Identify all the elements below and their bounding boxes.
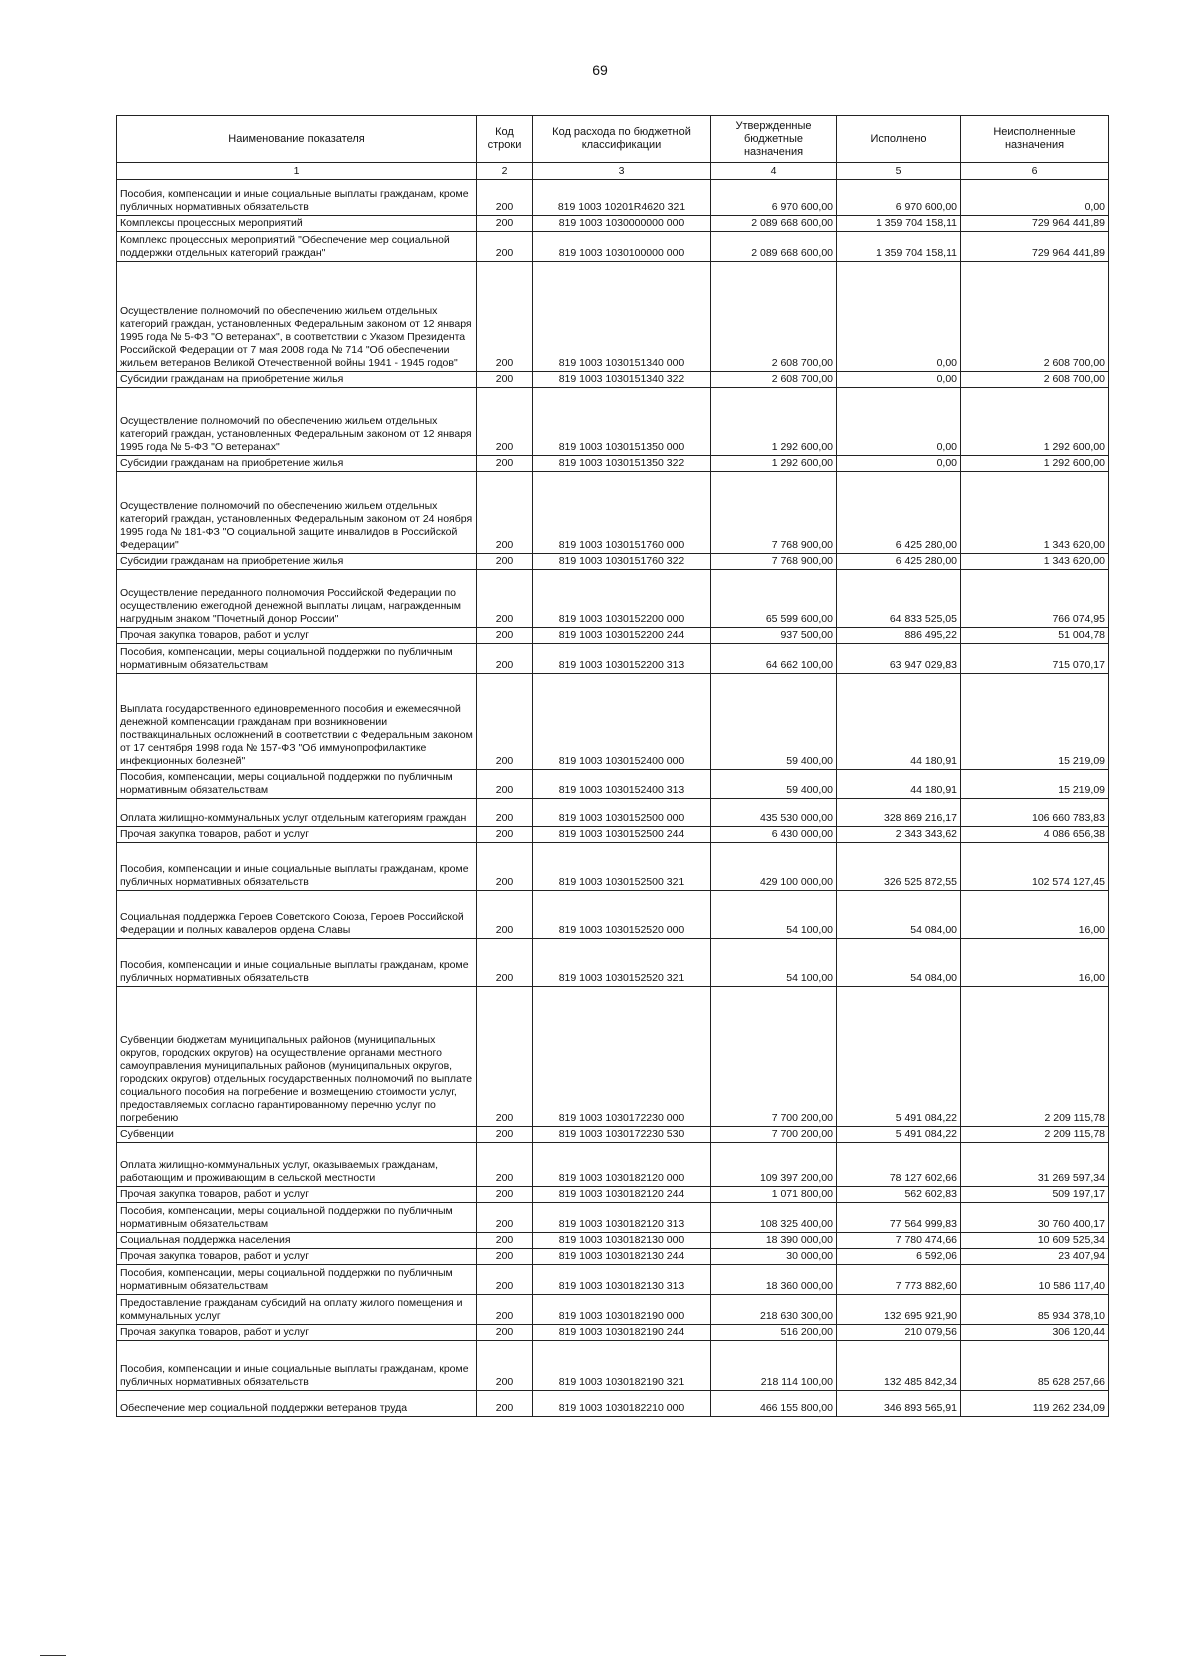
row-approved: 466 155 800,00: [711, 1391, 837, 1417]
row-approved: 2 089 668 600,00: [711, 216, 837, 232]
row-unexecuted: 1 343 620,00: [961, 472, 1109, 554]
row-executed: 346 893 565,91: [837, 1391, 961, 1417]
row-unexecuted: 509 197,17: [961, 1187, 1109, 1203]
table-row: [117, 472, 1109, 554]
row-budget-code: 819 1003 1030152400 313: [533, 770, 711, 799]
row-name: Социальная поддержка Героев Советского Союза, Героев Российской Федерации и полных кавалеров ордена Славы: [117, 891, 477, 939]
row-executed: 6 425 280,00: [837, 554, 961, 570]
table-row: [117, 674, 1109, 770]
column-number: 1: [117, 163, 477, 180]
row-approved: 30 000,00: [711, 1249, 837, 1265]
table-row: [117, 1265, 1109, 1295]
table-row: [117, 987, 1109, 1127]
row-approved: 2 089 668 600,00: [711, 232, 837, 262]
table-row: [117, 843, 1109, 891]
row-unexecuted: 10 609 525,34: [961, 1233, 1109, 1249]
row-budget-code: 819 1003 1030182120 313: [533, 1203, 711, 1233]
row-budget-code: 819 1003 1030182120 000: [533, 1143, 711, 1187]
row-name: Обеспечение мер социальной поддержки ветеранов труда: [117, 1391, 477, 1417]
row-budget-code: 819 1003 1030151760 322: [533, 554, 711, 570]
budget-execution-table: [116, 115, 1109, 1417]
row-budget-code: 819 1003 1030151760 000: [533, 472, 711, 554]
row-approved: 108 325 400,00: [711, 1203, 837, 1233]
table-row: [117, 1295, 1109, 1325]
table-row: [117, 644, 1109, 674]
header-name: Наименование показателя: [117, 116, 477, 163]
row-unexecuted: 1 343 620,00: [961, 554, 1109, 570]
row-name: Пособия, компенсации, меры социальной поддержки по публичным нормативным обязательствам: [117, 770, 477, 799]
row-line-code: 200: [477, 628, 533, 644]
row-approved: 429 100 000,00: [711, 843, 837, 891]
row-line-code: 200: [477, 770, 533, 799]
row-name: Пособия, компенсации, меры социальной поддержки по публичным нормативным обязательствам: [117, 644, 477, 674]
row-budget-code: 819 1003 1030182190 000: [533, 1295, 711, 1325]
column-number: 4: [711, 163, 837, 180]
row-executed: 0,00: [837, 388, 961, 456]
column-number: 2: [477, 163, 533, 180]
row-executed: 326 525 872,55: [837, 843, 961, 891]
row-approved: 7 768 900,00: [711, 554, 837, 570]
row-unexecuted: 30 760 400,17: [961, 1203, 1109, 1233]
row-line-code: 200: [477, 1391, 533, 1417]
row-line-code: 200: [477, 827, 533, 843]
row-line-code: 200: [477, 644, 533, 674]
row-name: Осуществление переданного полномочия Российской Федерации по осуществлению ежегодной денежной выплаты лицам, награжденным нагрудным знаком "Почетный донор России": [117, 570, 477, 628]
row-name: Прочая закупка товаров, работ и услуг: [117, 1187, 477, 1203]
row-budget-code: 819 1003 1030152520 321: [533, 939, 711, 987]
table-body: [117, 180, 1109, 1417]
row-line-code: 200: [477, 843, 533, 891]
row-budget-code: 819 1003 1030182130 000: [533, 1233, 711, 1249]
row-line-code: 200: [477, 388, 533, 456]
row-unexecuted: 85 934 378,10: [961, 1295, 1109, 1325]
row-name: Комплекс процессных мероприятий "Обеспечение мер социальной поддержки отдельных категорий граждан": [117, 232, 477, 262]
row-unexecuted: 715 070,17: [961, 644, 1109, 674]
row-name: Предоставление гражданам субсидий на оплату жилого помещения и коммунальных услуг: [117, 1295, 477, 1325]
row-line-code: 200: [477, 1265, 533, 1295]
row-executed: 1 359 704 158,11: [837, 232, 961, 262]
row-executed: 7 780 474,66: [837, 1233, 961, 1249]
row-name: Прочая закупка товаров, работ и услуг: [117, 1249, 477, 1265]
table-row: [117, 262, 1109, 372]
row-line-code: 200: [477, 891, 533, 939]
row-unexecuted: 1 292 600,00: [961, 388, 1109, 456]
row-approved: 59 400,00: [711, 770, 837, 799]
table-row: [117, 232, 1109, 262]
row-name: Осуществление полномочий по обеспечению жильем отдельных категорий граждан, установленных Федеральным законом от 12 января 1995 года № 5-ФЗ "О ветеранах", в соответствии с Указом Президента Российской Федерации от 7 мая 2008 года № 714 "Об обеспечении жильем ветеранов Великой Отечественной войны 1941 - 1945 годов": [117, 262, 477, 372]
row-name: Прочая закупка товаров, работ и услуг: [117, 827, 477, 843]
row-line-code: 200: [477, 1233, 533, 1249]
row-budget-code: 819 1003 1030152200 244: [533, 628, 711, 644]
row-executed: 63 947 029,83: [837, 644, 961, 674]
row-executed: 44 180,91: [837, 674, 961, 770]
row-budget-code: 819 1003 1030152200 313: [533, 644, 711, 674]
row-line-code: 200: [477, 472, 533, 554]
column-number-row: [117, 163, 1109, 180]
row-executed: 0,00: [837, 456, 961, 472]
header-executed: Исполнено: [837, 116, 961, 163]
scan-mark: [40, 1655, 66, 1656]
row-line-code: 200: [477, 1143, 533, 1187]
row-unexecuted: 729 964 441,89: [961, 232, 1109, 262]
row-approved: 1 071 800,00: [711, 1187, 837, 1203]
row-executed: 6 970 600,00: [837, 180, 961, 216]
row-approved: 6 970 600,00: [711, 180, 837, 216]
table-row: [117, 827, 1109, 843]
row-unexecuted: 119 262 234,09: [961, 1391, 1109, 1417]
table-header-row: [117, 116, 1109, 163]
row-line-code: 200: [477, 1187, 533, 1203]
row-line-code: 200: [477, 1295, 533, 1325]
table-row: [117, 456, 1109, 472]
row-line-code: 200: [477, 987, 533, 1127]
row-budget-code: 819 1003 1030182210 000: [533, 1391, 711, 1417]
row-budget-code: 819 1003 1030000000 000: [533, 216, 711, 232]
table-row: [117, 1127, 1109, 1143]
row-executed: 5 491 084,22: [837, 987, 961, 1127]
table-row: [117, 770, 1109, 799]
row-approved: 2 608 700,00: [711, 372, 837, 388]
table-row: [117, 388, 1109, 456]
row-name: Прочая закупка товаров, работ и услуг: [117, 1325, 477, 1341]
row-executed: 562 602,83: [837, 1187, 961, 1203]
row-approved: 59 400,00: [711, 674, 837, 770]
row-budget-code: 819 1003 1030151350 322: [533, 456, 711, 472]
row-unexecuted: 16,00: [961, 891, 1109, 939]
row-executed: 44 180,91: [837, 770, 961, 799]
header-line-code: Код строки: [477, 116, 533, 163]
row-line-code: 200: [477, 456, 533, 472]
row-approved: 6 430 000,00: [711, 827, 837, 843]
row-line-code: 200: [477, 939, 533, 987]
row-name: Социальная поддержка населения: [117, 1233, 477, 1249]
row-approved: 54 100,00: [711, 939, 837, 987]
table-row: [117, 1325, 1109, 1341]
row-unexecuted: 2 608 700,00: [961, 262, 1109, 372]
row-approved: 7 700 200,00: [711, 1127, 837, 1143]
row-approved: 2 608 700,00: [711, 262, 837, 372]
row-line-code: 200: [477, 1127, 533, 1143]
row-approved: 7 700 200,00: [711, 987, 837, 1127]
row-executed: 132 695 921,90: [837, 1295, 961, 1325]
row-budget-code: 819 1003 1030152500 321: [533, 843, 711, 891]
row-unexecuted: 729 964 441,89: [961, 216, 1109, 232]
row-name: Выплата государственного единовременного пособия и ежемесячной денежной компенсации гражданам при возникновении поствакцинальных осложнений в соответствии с Федеральным законом от 17 сентября 1998 года № 157-ФЗ "Об иммунопрофилактике инфекционных болезней": [117, 674, 477, 770]
row-executed: 2 343 343,62: [837, 827, 961, 843]
row-line-code: 200: [477, 262, 533, 372]
row-budget-code: 819 1003 1030152500 000: [533, 799, 711, 827]
row-approved: 516 200,00: [711, 1325, 837, 1341]
row-budget-code: 819 1003 1030152400 000: [533, 674, 711, 770]
row-line-code: 200: [477, 554, 533, 570]
row-executed: 5 491 084,22: [837, 1127, 961, 1143]
row-unexecuted: 2 209 115,78: [961, 987, 1109, 1127]
table-row: [117, 1391, 1109, 1417]
row-approved: 18 390 000,00: [711, 1233, 837, 1249]
row-unexecuted: 2 608 700,00: [961, 372, 1109, 388]
row-name: Пособия, компенсации и иные социальные выплаты гражданам, кроме публичных нормативных обязательств: [117, 843, 477, 891]
row-budget-code: 819 1003 1030182130 244: [533, 1249, 711, 1265]
row-executed: 328 869 216,17: [837, 799, 961, 827]
row-name: Субсидии гражданам на приобретение жилья: [117, 554, 477, 570]
row-executed: 6 425 280,00: [837, 472, 961, 554]
row-executed: 54 084,00: [837, 891, 961, 939]
row-budget-code: 819 1003 1030152200 000: [533, 570, 711, 628]
column-number: 3: [533, 163, 711, 180]
row-executed: 77 564 999,83: [837, 1203, 961, 1233]
row-executed: 210 079,56: [837, 1325, 961, 1341]
row-approved: 64 662 100,00: [711, 644, 837, 674]
row-executed: 6 592,06: [837, 1249, 961, 1265]
row-unexecuted: 0,00: [961, 180, 1109, 216]
row-name: Оплата жилищно-коммунальных услуг, оказываемых гражданам, работающим и проживающим в сельской местности: [117, 1143, 477, 1187]
row-name: Пособия, компенсации и иные социальные выплаты гражданам, кроме публичных нормативных обязательств: [117, 1341, 477, 1391]
row-approved: 218 114 100,00: [711, 1341, 837, 1391]
table-row: [117, 216, 1109, 232]
row-name: Субвенции бюджетам муниципальных районов (муниципальных округов, городских округов) на осуществление органами местного самоуправления муниципальных районов (муниципальных округов, городских округов) отдельных государственных полномочий по выплате социального пособия на погребение и возмещению стоимости услуг, предоставляемых согласно гарантированному перечню услуг по погребению: [117, 987, 477, 1127]
row-unexecuted: 23 407,94: [961, 1249, 1109, 1265]
table-row: [117, 628, 1109, 644]
row-approved: 18 360 000,00: [711, 1265, 837, 1295]
table-row: [117, 570, 1109, 628]
row-name: Субсидии гражданам на приобретение жилья: [117, 372, 477, 388]
row-approved: 7 768 900,00: [711, 472, 837, 554]
row-executed: 1 359 704 158,11: [837, 216, 961, 232]
row-budget-code: 819 1003 1030182120 244: [533, 1187, 711, 1203]
page-number: 69: [592, 62, 608, 78]
row-budget-code: 819 1003 1030151350 000: [533, 388, 711, 456]
row-name: Прочая закупка товаров, работ и услуг: [117, 628, 477, 644]
table-row: [117, 1203, 1109, 1233]
row-approved: 54 100,00: [711, 891, 837, 939]
row-name: Пособия, компенсации, меры социальной поддержки по публичным нормативным обязательствам: [117, 1203, 477, 1233]
table-row: [117, 372, 1109, 388]
row-unexecuted: 16,00: [961, 939, 1109, 987]
header-approved: Утвержденные бюджетные назначения: [711, 116, 837, 163]
row-unexecuted: 102 574 127,45: [961, 843, 1109, 891]
row-name: Комплексы процессных мероприятий: [117, 216, 477, 232]
row-unexecuted: 85 628 257,66: [961, 1341, 1109, 1391]
row-line-code: 200: [477, 1203, 533, 1233]
row-unexecuted: 10 586 117,40: [961, 1265, 1109, 1295]
table-row: [117, 799, 1109, 827]
column-number: 6: [961, 163, 1109, 180]
row-executed: 78 127 602,66: [837, 1143, 961, 1187]
row-name: Пособия, компенсации, меры социальной поддержки по публичным нормативным обязательствам: [117, 1265, 477, 1295]
row-unexecuted: 4 086 656,38: [961, 827, 1109, 843]
column-number: 5: [837, 163, 961, 180]
row-line-code: 200: [477, 232, 533, 262]
row-unexecuted: 106 660 783,83: [961, 799, 1109, 827]
row-unexecuted: 2 209 115,78: [961, 1127, 1109, 1143]
table-row: [117, 554, 1109, 570]
row-budget-code: 819 1003 1030152500 244: [533, 827, 711, 843]
table-row: [117, 891, 1109, 939]
table-row: [117, 180, 1109, 216]
row-executed: 132 485 842,34: [837, 1341, 961, 1391]
row-name: Пособия, компенсации и иные социальные выплаты гражданам, кроме публичных нормативных обязательств: [117, 939, 477, 987]
row-budget-code: 819 1003 1030152520 000: [533, 891, 711, 939]
row-name: Субвенции: [117, 1127, 477, 1143]
row-budget-code: 819 1003 1030172230 000: [533, 987, 711, 1127]
row-approved: 218 630 300,00: [711, 1295, 837, 1325]
row-line-code: 200: [477, 799, 533, 827]
row-approved: 435 530 000,00: [711, 799, 837, 827]
header-budget-code: Код расхода по бюджетной классификации: [533, 116, 711, 163]
row-approved: 1 292 600,00: [711, 456, 837, 472]
row-name: Осуществление полномочий по обеспечению жильем отдельных категорий граждан, установленных Федеральным законом от 12 января 1995 года № 5-ФЗ "О ветеранах": [117, 388, 477, 456]
row-executed: 54 084,00: [837, 939, 961, 987]
row-budget-code: 819 1003 1030182190 244: [533, 1325, 711, 1341]
row-budget-code: 819 1003 1030151340 000: [533, 262, 711, 372]
row-executed: 7 773 882,60: [837, 1265, 961, 1295]
header-unexecuted: Неисполненные назначения: [961, 116, 1109, 163]
row-budget-code: 819 1003 1030182190 321: [533, 1341, 711, 1391]
table-row: [117, 1143, 1109, 1187]
table-row: [117, 939, 1109, 987]
row-approved: 1 292 600,00: [711, 388, 837, 456]
row-line-code: 200: [477, 674, 533, 770]
row-executed: 0,00: [837, 262, 961, 372]
row-approved: 65 599 600,00: [711, 570, 837, 628]
row-name: Пособия, компенсации и иные социальные выплаты гражданам, кроме публичных нормативных обязательств: [117, 180, 477, 216]
row-name: Осуществление полномочий по обеспечению жильем отдельных категорий граждан, установленных Федеральным законом от 24 ноября 1995 года № 181-ФЗ "О социальной защите инвалидов в Российской Федерации": [117, 472, 477, 554]
row-line-code: 200: [477, 1341, 533, 1391]
row-line-code: 200: [477, 372, 533, 388]
row-budget-code: 819 1003 1030182130 313: [533, 1265, 711, 1295]
row-unexecuted: 31 269 597,34: [961, 1143, 1109, 1187]
row-line-code: 200: [477, 1325, 533, 1341]
row-name: Субсидии гражданам на приобретение жилья: [117, 456, 477, 472]
row-line-code: 200: [477, 180, 533, 216]
row-approved: 937 500,00: [711, 628, 837, 644]
row-unexecuted: 51 004,78: [961, 628, 1109, 644]
row-unexecuted: 306 120,44: [961, 1325, 1109, 1341]
row-budget-code: 819 1003 10201R4620 321: [533, 180, 711, 216]
row-budget-code: 819 1003 1030172230 530: [533, 1127, 711, 1143]
row-unexecuted: 1 292 600,00: [961, 456, 1109, 472]
table-row: [117, 1233, 1109, 1249]
row-executed: 64 833 525,05: [837, 570, 961, 628]
row-line-code: 200: [477, 1249, 533, 1265]
table-row: [117, 1187, 1109, 1203]
row-executed: 0,00: [837, 372, 961, 388]
row-executed: 886 495,22: [837, 628, 961, 644]
row-unexecuted: 15 219,09: [961, 674, 1109, 770]
table-row: [117, 1341, 1109, 1391]
row-budget-code: 819 1003 1030100000 000: [533, 232, 711, 262]
row-name: Оплата жилищно-коммунальных услуг отдельным категориям граждан: [117, 799, 477, 827]
table-row: [117, 1249, 1109, 1265]
row-unexecuted: 15 219,09: [961, 770, 1109, 799]
row-unexecuted: 766 074,95: [961, 570, 1109, 628]
row-line-code: 200: [477, 216, 533, 232]
row-budget-code: 819 1003 1030151340 322: [533, 372, 711, 388]
row-approved: 109 397 200,00: [711, 1143, 837, 1187]
row-line-code: 200: [477, 570, 533, 628]
